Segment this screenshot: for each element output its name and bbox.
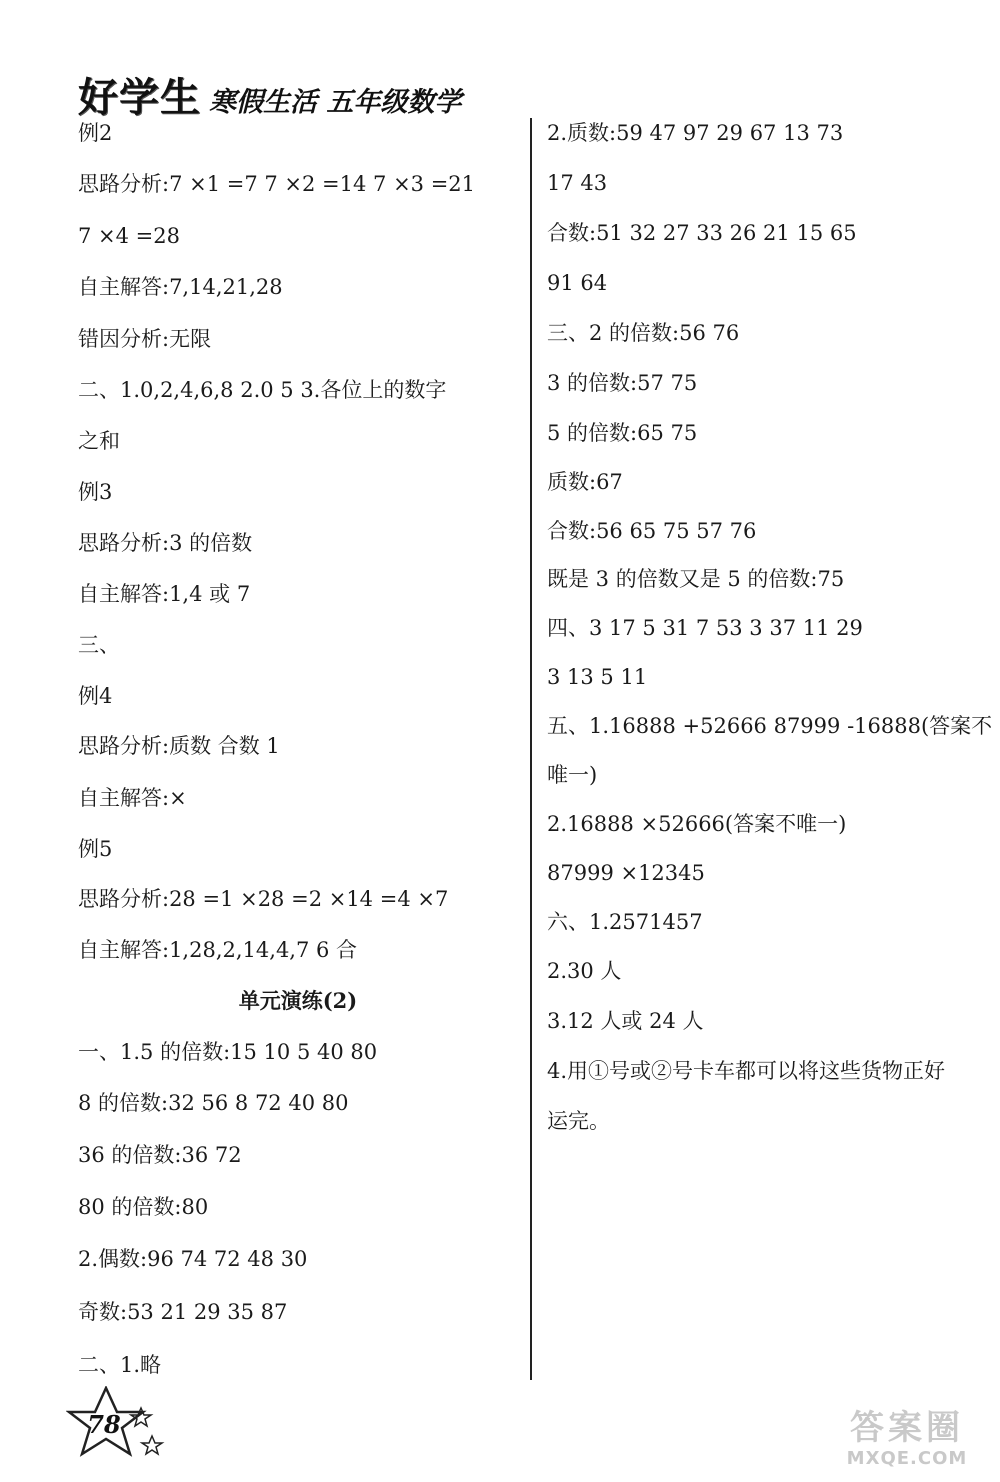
answer-line: 2.偶数:96 74 72 48 30 xyxy=(78,1247,308,1271)
answer-line: 例2 xyxy=(78,121,113,145)
column-divider xyxy=(530,118,532,1380)
answer-line: 例3 xyxy=(78,480,113,504)
answer-line: 三、 xyxy=(78,633,120,657)
page-header xyxy=(78,66,462,121)
answer-line: 91 64 xyxy=(547,271,608,295)
answer-line: 唯一) xyxy=(547,763,598,787)
answer-line: 2.30 人 xyxy=(547,959,622,983)
answer-line: 合数:51 32 27 33 26 21 15 65 xyxy=(547,221,857,245)
answer-line: 自主解答:7,14,21,28 xyxy=(78,275,283,299)
answer-line: 合数:56 65 75 57 76 xyxy=(547,519,757,543)
answer-line: 运完。 xyxy=(547,1109,610,1133)
answer-line: 之和 xyxy=(78,429,120,453)
answer-line: 3.12 人或 24 人 xyxy=(547,1009,704,1033)
answer-line: 3 13 5 11 xyxy=(547,665,648,689)
answer-line: 例5 xyxy=(78,837,113,861)
watermark xyxy=(822,1408,992,1476)
answer-line: 思路分析:质数 合数 1 xyxy=(78,734,280,758)
answer-line: 一、1.5 的倍数:15 10 5 40 80 xyxy=(78,1040,378,1064)
answer-line: 自主解答:1,28,2,14,4,7 6 合 xyxy=(78,938,358,962)
brand-title: 好学生 xyxy=(78,75,201,121)
answer-line: 思路分析:28 =1 ×28 =2 ×14 =4 ×7 xyxy=(78,887,449,911)
answer-line: 87999 ×12345 xyxy=(547,861,705,885)
answer-line: 六、1.2571457 xyxy=(547,910,703,934)
answer-line: 自主解答:1,4 或 7 xyxy=(78,582,251,606)
answer-line: 二、1.0,2,4,6,8 2.0 5 3.各位上的数字 xyxy=(78,378,447,402)
answer-line: 2.16888 ×52666(答案不唯一) xyxy=(547,812,847,836)
answer-line: 例4 xyxy=(78,684,113,708)
book-subtitle: 寒假生活 五年级数学 xyxy=(209,87,462,118)
watermark-url: MXQE.COM xyxy=(846,1448,968,1469)
answer-line: 17 43 xyxy=(547,171,608,195)
watermark-logo: 答案圈 xyxy=(850,1408,964,1448)
answer-line: 8 的倍数:32 56 8 72 40 80 xyxy=(78,1091,349,1115)
star-icon xyxy=(66,1386,176,1466)
answer-line: 思路分析:7 ×1 =7 7 ×2 =14 7 ×3 =21 xyxy=(78,172,476,196)
answer-line: 五、1.16888 +52666 87999 -16888(答案不 xyxy=(547,714,993,738)
answer-line: 3 的倍数:57 75 xyxy=(547,371,698,395)
answer-line: 错因分析:无限 xyxy=(78,327,212,351)
answer-line: 思路分析:3 的倍数 xyxy=(78,531,253,555)
answer-line: 80 的倍数:80 xyxy=(78,1195,209,1219)
answer-line: 36 的倍数:36 72 xyxy=(78,1143,242,1167)
answer-line: 质数:67 xyxy=(547,470,623,494)
answer-line: 奇数:53 21 29 35 87 xyxy=(78,1300,288,1324)
answer-line: 4.用①号或②号卡车都可以将这些货物正好 xyxy=(547,1059,946,1083)
page-number-badge xyxy=(66,1386,176,1466)
answer-line: 2.质数:59 47 97 29 67 13 73 xyxy=(547,121,844,145)
answer-line: 四、3 17 5 31 7 53 3 37 11 29 xyxy=(547,616,863,640)
answer-line: 三、2 的倍数:56 76 xyxy=(547,321,740,345)
section-heading: 单元演练(2) xyxy=(238,988,358,1013)
page-number: 78 xyxy=(87,1410,121,1439)
answer-line: 自主解答:× xyxy=(78,786,187,810)
answer-line: 二、1.略 xyxy=(78,1353,162,1377)
answer-line: 5 的倍数:65 75 xyxy=(547,421,698,445)
answer-line: 7 ×4 =28 xyxy=(78,224,180,248)
answer-line: 既是 3 的倍数又是 5 的倍数:75 xyxy=(547,567,845,591)
